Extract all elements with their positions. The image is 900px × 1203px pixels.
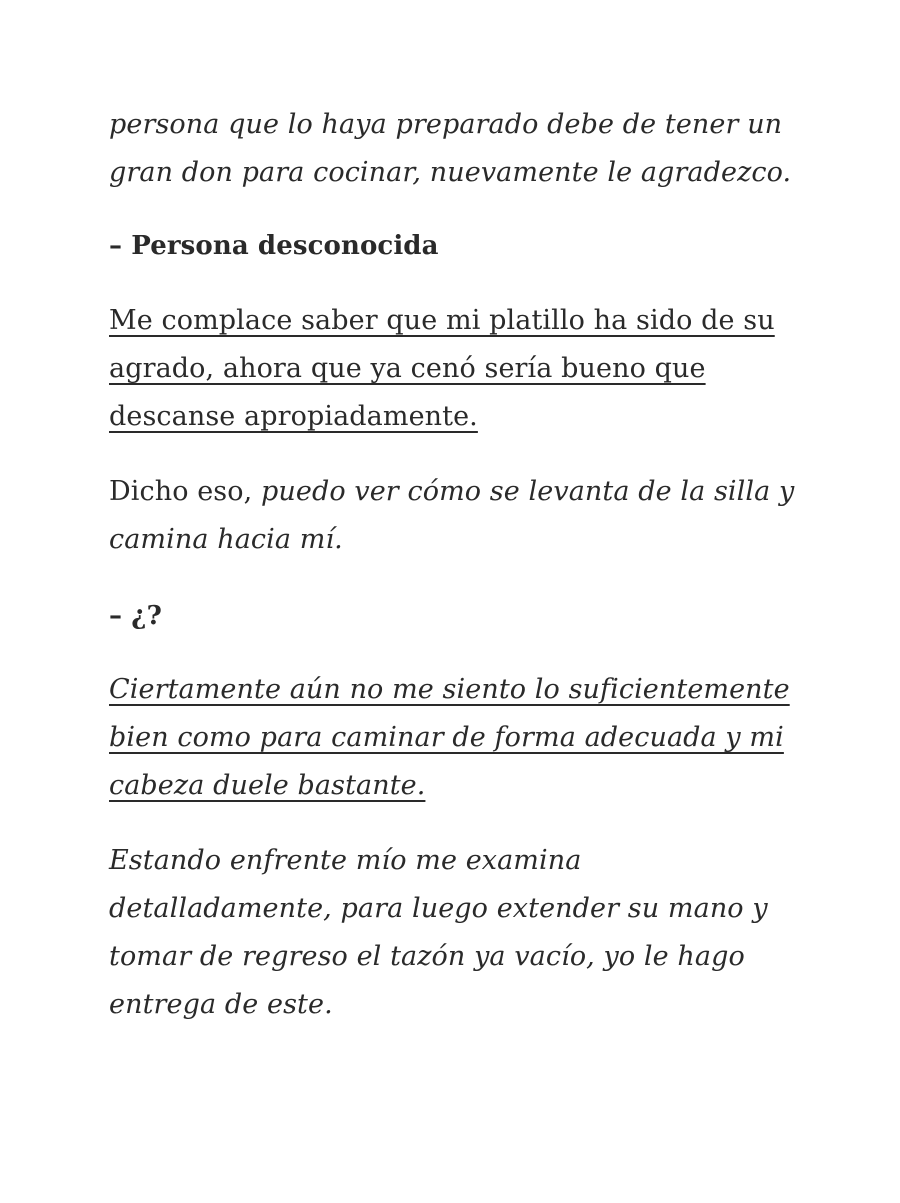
dialogue-paragraph — [109, 666, 799, 810]
speaker-heading — [109, 222, 799, 270]
narration-paragraph — [109, 101, 799, 197]
dialogue-line: descanse apropiadamente. — [109, 401, 478, 432]
speaker-heading — [109, 592, 799, 640]
dialogue-line: Ciertamente aún no me siento lo suficientemente — [109, 674, 790, 705]
text-line: entrega de este. — [109, 989, 333, 1020]
text-line: Estando enfrente mío me examina — [109, 845, 582, 876]
speaker-name: – ¿? — [109, 601, 162, 631]
text-line-rest: puedo ver cómo se levanta de la silla y — [252, 476, 795, 507]
text-line-lead: Dicho eso, — [109, 476, 253, 507]
text-line: tomar de regreso el tazón ya vacío, yo le hago — [109, 941, 745, 972]
text-line: detalladamente, para luego extender su mano y — [109, 893, 768, 924]
text-line — [109, 468, 799, 516]
text-line: persona que lo haya preparado debe de tener un — [109, 109, 783, 140]
narration-paragraph — [109, 837, 799, 1029]
text-line: gran don para cocinar, nuevamente le agradezco. — [109, 157, 792, 188]
text-line: camina hacia mí. — [109, 524, 343, 555]
dialogue-line: Me complace saber que mi platillo ha sido de su — [109, 305, 775, 336]
speaker-name: – Persona desconocida — [109, 231, 439, 261]
dialogue-paragraph — [109, 297, 799, 441]
narration-paragraph — [109, 468, 799, 564]
dialogue-line: cabeza duele bastante. — [109, 770, 426, 801]
dialogue-line: agrado, ahora que ya cenó sería bueno que — [109, 353, 706, 384]
dialogue-line: bien como para caminar de forma adecuada y mi — [109, 722, 784, 753]
